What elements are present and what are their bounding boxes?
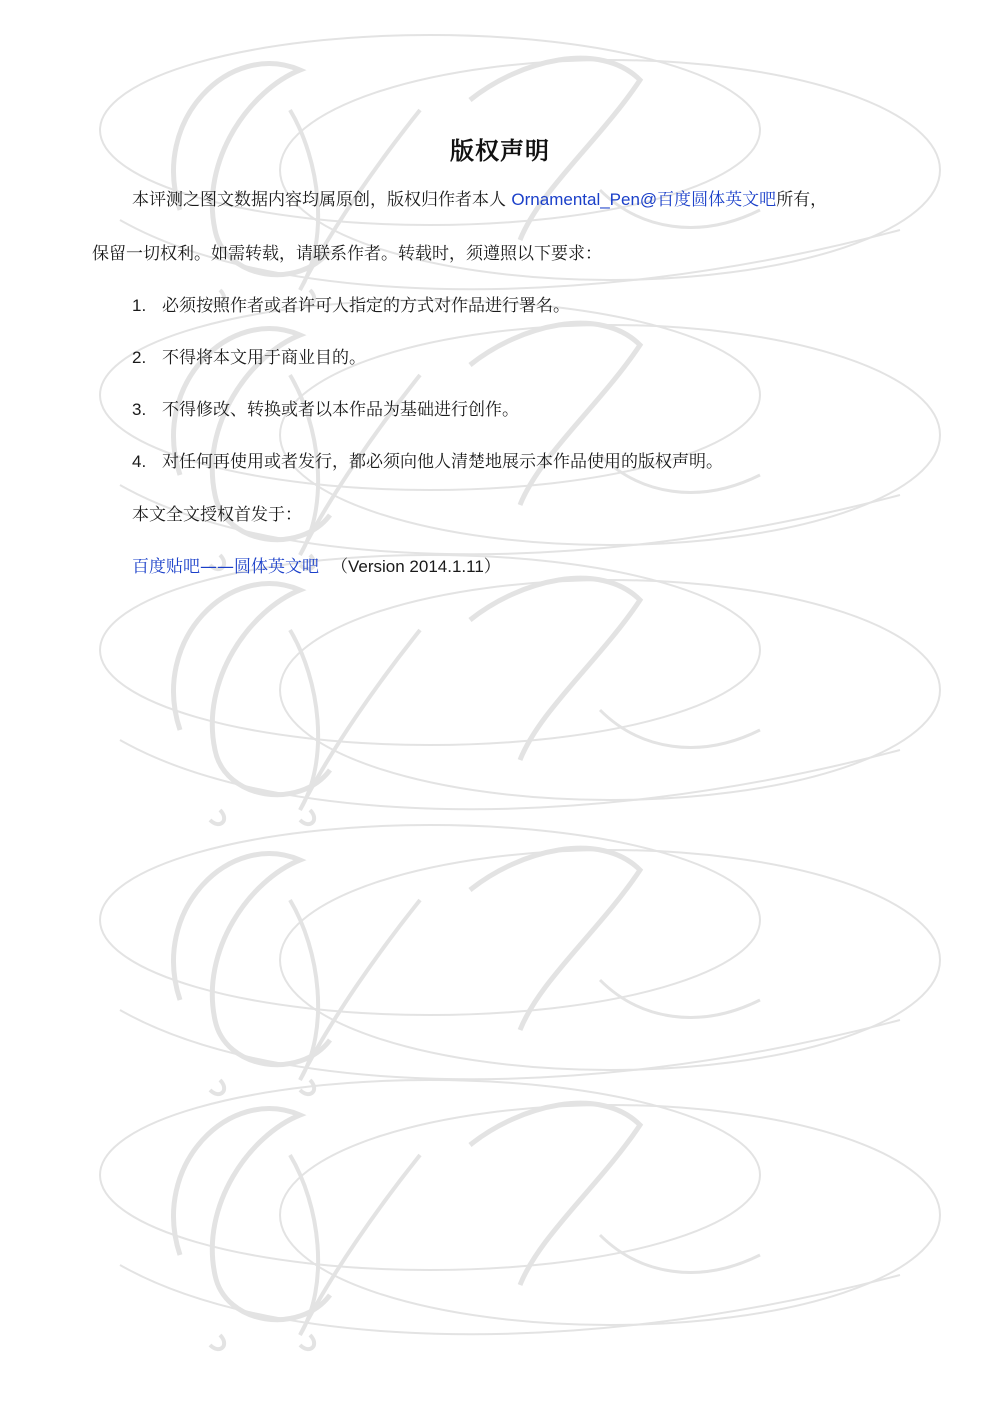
intro-paragraph-line-2: 保留一切权利。如需转载，请联系作者。转载时，须遵照以下要求： — [92, 244, 602, 264]
list-item-number: 1. — [132, 296, 147, 315]
list-item — [132, 450, 723, 474]
author-link[interactable]: Ornamental_Pen@百度圆体英文吧 — [511, 190, 777, 209]
list-item-text: 必须按照作者或者许可人指定的方式对作品进行署名。 — [162, 296, 570, 316]
source-line — [132, 555, 501, 579]
intro-text-before: 本评测之图文数据内容均属原创，版权归作者本人 — [132, 190, 512, 210]
list-item — [132, 346, 366, 370]
intro-paragraph-line-1 — [132, 188, 827, 212]
list-item-text: 不得将本文用于商业目的。 — [162, 348, 366, 368]
version-text: （Version 2014.1.11） — [331, 557, 501, 576]
list-item-number: 2. — [132, 348, 147, 367]
list-item-text: 不得修改、转换或者以本作品为基础进行创作。 — [162, 400, 519, 420]
intro-text-after: 所有， — [776, 190, 828, 210]
list-item-number: 3. — [132, 400, 147, 419]
page-title: 版权声明 — [450, 137, 550, 165]
list-item-number: 4. — [132, 452, 147, 471]
list-item — [132, 294, 570, 318]
list-item — [132, 398, 519, 422]
list-item-text: 对任何再使用或者发行，都必须向他人清楚地展示本作品使用的版权声明。 — [162, 452, 723, 472]
source-link[interactable]: 百度贴吧——圆体英文吧 — [132, 557, 319, 577]
first-published-label: 本文全文授权首发于： — [132, 505, 302, 525]
